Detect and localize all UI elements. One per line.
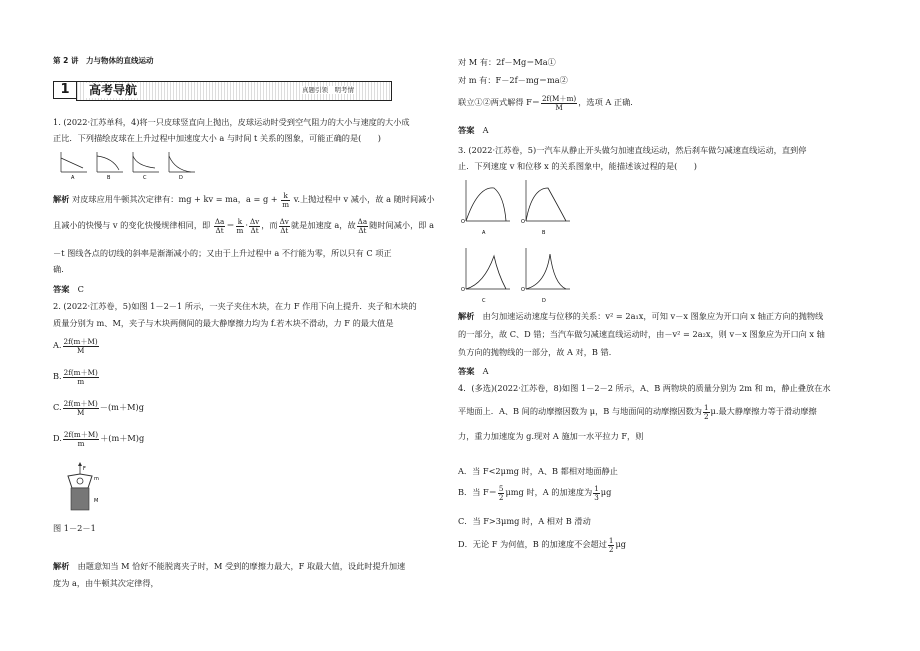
q3-graph-c xyxy=(461,248,510,304)
sol2-line2: 度为 a，由牛顿其次定律得， xyxy=(53,578,159,588)
q1-option-d-label: D xyxy=(179,175,183,180)
q3-graph-b xyxy=(521,180,570,236)
svg-text:O: O xyxy=(461,219,465,225)
q4-line2: 平地面上．A、B 间的动摩擦因数为 μ，B 与地面间的动摩擦因数为 $\frac{1}{2}$ μ.最大静摩擦力等于滑动摩擦 xyxy=(458,403,817,421)
svg-text:B: B xyxy=(542,230,546,236)
q4-line1: 4．(多选)(2022·江苏卷，8)如图 1－2－2 所示，A、B 两物块的质量分别为 2m 和 m，静止叠放在水 xyxy=(458,383,831,393)
q4-option-b[interactable]: B．当 F＝ $\frac{5}{2}$ μmg 时，A 的加速度为 $\frac{1}{3}$ μg xyxy=(458,484,612,502)
q1-line1: 1. (2022·江苏单科，4)将一只皮球竖直向上抛出，皮球运动时受到空气阻力的大小与速度的大小成 xyxy=(53,117,410,127)
sol2-line1: 解析 由题意知当 M 恰好不能脱离夹子时，M 受到的摩擦力最大，F 取最大值，设此时提升加速 xyxy=(53,561,406,571)
sol1-line4: 确． xyxy=(53,264,70,274)
q4-option-a[interactable]: A．当 F<2μmg 时，A、B 都相对地面静止 xyxy=(458,466,618,476)
q4-option-d[interactable]: D．无论 F 为何值，B 的加速度不会超过 $\frac{1}{2}$ μg xyxy=(458,536,627,554)
svg-text:F: F xyxy=(83,466,86,472)
q1-graph-c xyxy=(133,152,159,180)
q1-graph-a xyxy=(61,152,87,180)
q2-option-c[interactable]: C. $\frac{2f(m+M)}{M}$ －(m＋M)g xyxy=(53,399,144,417)
q2-option-d[interactable]: D. $\frac{2f(m+M)}{m}$ ＋(m＋M)g xyxy=(53,430,145,448)
q2-line2: 质量分别为 m、M，夹子与木块两侧间的最大静摩擦力均为 f.若木块不滑动，力 F 的最大值是 xyxy=(53,318,394,328)
q1-graph-b xyxy=(97,152,123,180)
svg-text:A: A xyxy=(482,230,486,236)
q2-option-a[interactable]: A. $\frac{2f(m+M)}{M}$ xyxy=(53,337,98,355)
q1-option-c-label: C xyxy=(143,175,147,180)
sol1-line3: －t 图线各点的切线的斜率是渐渐减小的；又由于上升过程中 a 不行能为零，所以只有 C 项正 xyxy=(53,248,392,258)
q2-line1: 2. (2022·江苏卷，5)如图 1－2－1 所示，一夹子夹住木块，在力 F 作用下向上提升．夹子和木块的 xyxy=(53,301,417,311)
q2-option-b[interactable]: B. $\frac{2f(m+M)}{m}$ xyxy=(53,368,98,386)
sol1-line2: 且减小的快慢与 v 的变化快慢规律相同，即 $\frac{\Delta a}{\Delta t}$ ＝ $\frac{k}{m}$ · $\frac{\Delta v}{\Delta t}$ ，而 $\frac{\Delta v}{\Delta t}$ 就是加速度 a，故 $\frac{\Delta a}{\Delta t}$ 随时间减小，即 a xyxy=(53,217,434,235)
section-title: 高考导航 xyxy=(86,83,140,98)
sol1-line1: 解析 对皮球应用牛顿其次定律有：mg + kv = ma，a = g + $\frac{k}{m}$ v.上抛过程中 v 减小，故 a 随时间减小 xyxy=(53,191,435,209)
sol3-line3: 负方向的抛物线的一部分，故 A 对，B 错． xyxy=(458,347,617,357)
q1-graph-d xyxy=(169,152,195,180)
q1-line2: 正比．下列描绘皮球在上升过程中加速度大小 a 与时间 t 关系的图象，可能正确的是( ) xyxy=(53,133,381,143)
ans1: 答案 C xyxy=(53,284,84,294)
clamp-figure xyxy=(58,462,128,518)
q3-line1: 3. (2022·江苏卷，5)一汽车从静止开头做匀加速直线运动，然后刹车做匀减速直线运动，直到停 xyxy=(458,145,807,155)
q4-line3: 力，重力加速度为 g.现对 A 施加一水平拉力 F，则 xyxy=(458,431,644,441)
svg-text:O: O xyxy=(461,287,465,293)
svg-text:D: D xyxy=(542,298,546,304)
lesson-title: 第 2 讲 力与物体的直线运动 xyxy=(53,56,154,65)
ans2: 答案 A xyxy=(458,125,489,135)
svg-text:C: C xyxy=(482,298,486,304)
ans3: 答案 A xyxy=(458,366,489,376)
q3-graph-a xyxy=(461,180,510,236)
q3-option-graphs xyxy=(458,176,578,308)
section-tag: 真题引领 明考情 xyxy=(302,86,354,94)
sol3-line1: 解析 由匀加速运动速度与位移的关系：v² = 2a₁x，可知 v－x 图象应为开口向 x 轴正方向的抛物线 xyxy=(458,311,824,321)
svg-text:O: O xyxy=(521,287,525,293)
q4-option-c[interactable]: C．当 F>3μmg 时，A 相对 B 滑动 xyxy=(458,516,591,526)
eq3: 联立①②两式解得 F＝ $\frac{2f(M+m)}{M}$ ，选项 A 正确． xyxy=(458,94,639,112)
q1-option-a-label: A xyxy=(71,175,75,180)
svg-text:m: m xyxy=(94,476,99,482)
svg-text:O: O xyxy=(521,219,525,225)
q3-line2: 止．下列速度 v 和位移 x 的关系图象中，能描述该过程的是( ) xyxy=(458,161,697,171)
eq2: 对 m 有：F－2f－mg＝ma② xyxy=(458,75,568,85)
svg-text:M: M xyxy=(94,498,99,504)
figure-caption: 图 1－2－1 xyxy=(53,523,96,533)
q1-option-graphs xyxy=(53,148,203,180)
sol1-label: 解析 xyxy=(53,194,70,205)
q3-graph-d xyxy=(521,248,570,304)
section-number: 1 xyxy=(53,81,77,99)
sol3-line2: 的一部分，故 C、D 错；当汽车做匀减速直线运动时，由－v² = 2a₂x，则 v－x 图象应为开口向 x 轴 xyxy=(458,329,825,339)
eq1: 对 M 有：2f－Mg＝Ma① xyxy=(458,57,556,67)
q1-option-b-label: B xyxy=(107,175,111,180)
